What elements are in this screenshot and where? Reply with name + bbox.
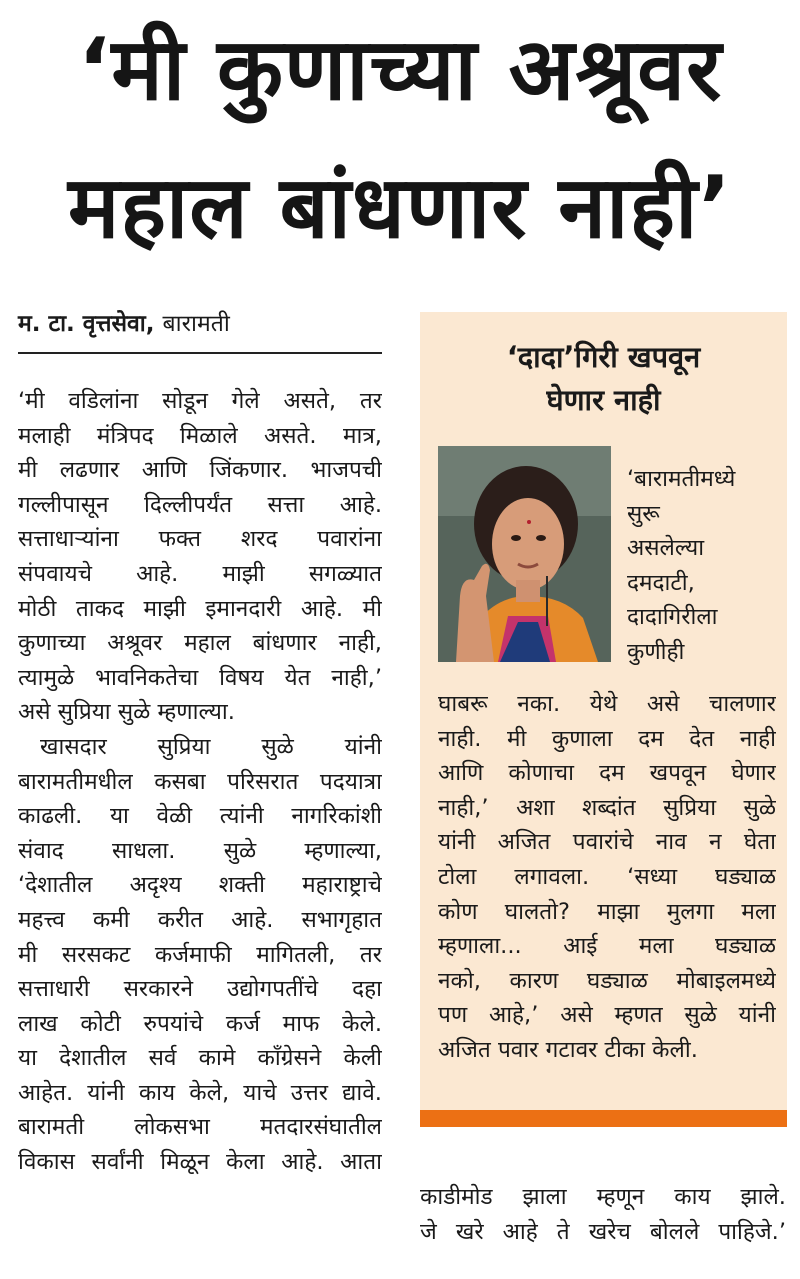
sidebar-line: दादागिरीला (627, 604, 718, 631)
sidebar-line: घाबरू नका. येथे असे चालणार (438, 691, 776, 717)
sidebar-line: असलेल्या (627, 535, 705, 562)
article-line: आहेत. यांनी काय केले, याचे उत्तर द्यावे. (18, 1079, 382, 1106)
sidebar-line: कोण घालतो? माझा मुलगा मला (438, 898, 776, 925)
article-line: बारामती लोकसभा मतदारसंघातील (18, 1114, 382, 1141)
sidebar-line: टोला लगावला. ‘सध्या घड्याळ (438, 863, 776, 890)
sidebar-text-beside-photo (627, 462, 777, 670)
article-line: जे खरे आहे ते खरेच बोलले पाहिजे.’ (420, 1218, 786, 1245)
sidebar-accent-bar (420, 1110, 787, 1127)
byline (18, 307, 380, 341)
sidebar-title-line-2: घेणार नाही (546, 383, 661, 417)
article-line: काढली. या वेळी त्यांनी नागरिकांशी (18, 803, 382, 830)
byline-location: बारामती (162, 311, 230, 337)
sidebar-line: नको, कारण घड्याळ मोबाइलमध्ये (438, 967, 776, 994)
article-line: या देशातील सर्व कामे काँग्रेसने केली (18, 1045, 382, 1072)
headline-line-1: ‘मी कुणाच्या अश्रूवर (77, 20, 723, 120)
sidebar-line: अजित पवार गटावर टीका केली. (438, 1036, 698, 1063)
byline-agency: म. टा. वृत्तसेवा, (18, 311, 155, 337)
article-line: संपवायचे आहे. माझी सगळ्यात (18, 560, 382, 587)
sidebar-line: कुणीही (627, 638, 685, 665)
sidebar-line: म्हणाला... आई मला घड्याळ (438, 933, 776, 960)
article-line: मोठी ताकद माझी इमानदारी आहे. मी (18, 595, 382, 622)
article-line: मी सरसकट कर्जमाफी मागितली, तर (18, 941, 382, 968)
sidebar-line: नाही,’ अशा शब्दांत सुप्रिया सुळे (438, 794, 776, 821)
article-line: ‘देशातील अदृश्य शक्ती महाराष्ट्राचे (18, 872, 382, 899)
article-left-column (18, 384, 382, 1180)
article-line: सत्ताधाऱ्यांना फक्त शरद पवारांना (18, 526, 382, 553)
sidebar-line: दमदाटी, (627, 569, 695, 596)
sidebar-line: यांनी अजित पवारांचे नाव न घेता (438, 829, 776, 856)
article-line: महत्त्व कमी करीत आहे. सभागृहात (18, 906, 382, 933)
article-line: ‘मी वडिलांना सोडून गेले असते, तर (18, 388, 382, 414)
sidebar-title-line-1: ‘दादा’गिरी खपवून (506, 340, 701, 374)
article-line: मलाही मंत्रिपद मिळाले असते. मात्र, (18, 422, 382, 449)
article-line: मी लढणार आणि जिंकणार. भाजपची (18, 457, 382, 484)
article-line: असे सुप्रिया सुळे म्हणाल्या. (18, 699, 235, 726)
article-right-column (420, 1180, 786, 1249)
headline-line-2: महाल बांधणार नाही’ (67, 158, 733, 258)
sidebar-title (420, 336, 787, 422)
article-line: काडीमोड झाला म्हणून काय झाले. (420, 1184, 786, 1210)
article-line: विकास सर्वांनी मिळून केला आहे. आता (18, 1149, 382, 1176)
sidebar-line: नाही. मी कुणाला दम देत नाही (438, 725, 776, 752)
article-line: त्यामुळे भावनिकतेचा विषय येत नाही,’ (18, 664, 382, 691)
speaker-portrait-photo (438, 446, 611, 662)
article-line: कुणाच्या अश्रूवर महाल बांधणार नाही, (18, 630, 382, 657)
article-line: खासदार सुप्रिया सुळे यांनी (40, 733, 382, 760)
sidebar-text-below-photo (438, 687, 776, 1068)
sidebar-line: पण आहे,’ असे म्हणत सुळे यांनी (438, 1002, 776, 1029)
byline-divider (18, 352, 382, 354)
sidebar-line: सुरू (627, 500, 660, 527)
article-line: सत्ताधारी सरकारने उद्योगपतींचे दहा (18, 976, 382, 1003)
article-line: बारामतीमधील कसबा परिसरात पदयात्रा (18, 768, 382, 795)
article-line: संवाद साधला. सुळे म्हणाल्या, (18, 837, 382, 864)
article-line: लाख कोटी रुपयांचे कर्ज माफ केले. (18, 1010, 382, 1037)
article-line: गल्लीपासून दिल्लीपर्यंत सत्ता आहे. (18, 491, 382, 518)
sidebar-line: ‘बारामतीमध्ये (627, 466, 736, 492)
sidebar-line: आणि कोणाचा दम खपवून घेणार (438, 760, 776, 787)
